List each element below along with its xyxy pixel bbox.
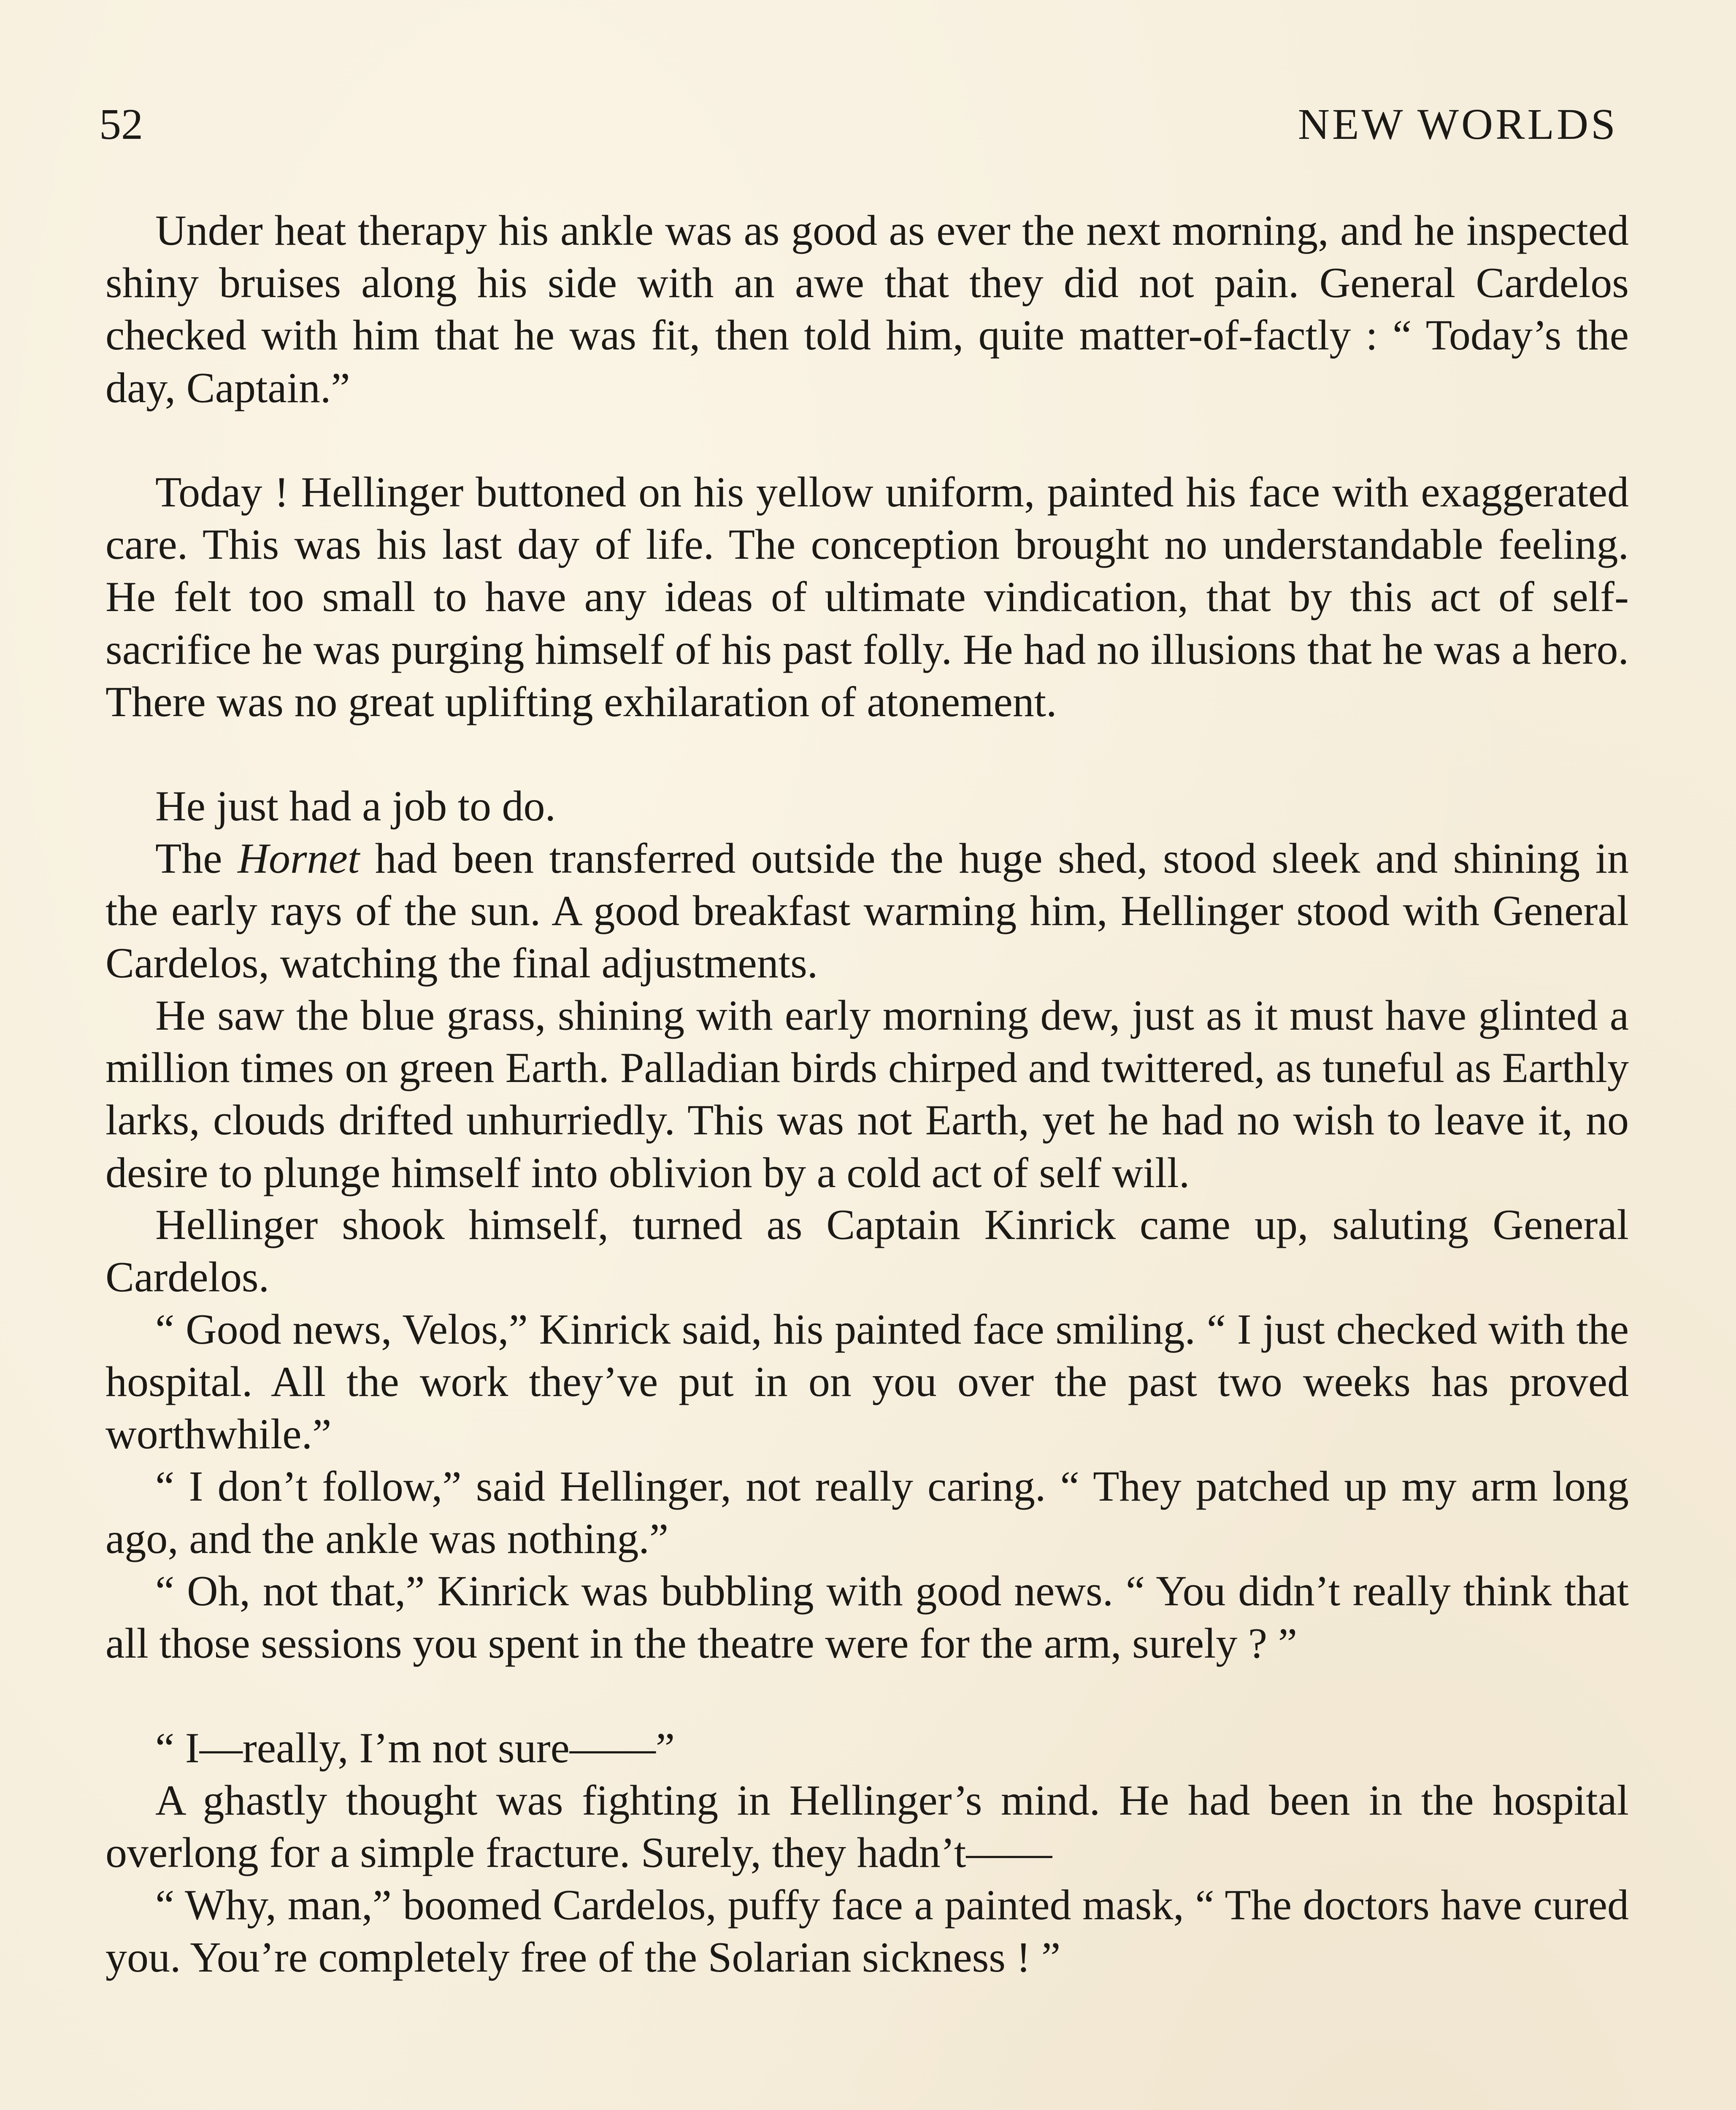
ship-name-hornet: Hornet — [238, 835, 360, 882]
paragraph-8: “ I don’t follow,” said Hellinger, not really caring. “ They patched up my arm long ago, and the ankle was nothing.” — [105, 1463, 1629, 1563]
paragraph-7: “ Good news, Velos,” Kinrick said, his painted face smiling. “ I just checked with the hospital. All the work they’ve put in on you over the past two weeks has proved worthwhile.” — [105, 1306, 1629, 1458]
paragraph-2: Today ! Hellinger buttoned on his yellow uniform, painted his face with exaggerated care. This was his last day of life. The conception brought no understandable feeling. He felt too small to have any ideas of ultimate vindication, that by this act of self-sacrifice he was purging himself of his past folly. He had no illusions that he was a hero. There was no great uplifting exhilaration of atonement. — [105, 468, 1629, 726]
paragraph-6: Hellinger shook himself, turned as Captain Kinrick came up, saluting General Cardelos. — [105, 1201, 1629, 1301]
paragraph-4 — [105, 833, 1629, 990]
paragraph-4-text: had been transferred outside the huge shed, stood sleek and shining in the early rays of the sun. A good breakfast warming him, Hellinger stood with General Cardelos, watching the final adjustments. — [105, 835, 1629, 987]
paragraph-3: He just had a job to do. — [155, 782, 556, 830]
running-head — [99, 95, 1618, 154]
paragraph-1: Under heat therapy his ankle was as good as ever the next morning, and he inspected shiny bruises along his side with an awe that they did not pain. General Cardelos checked with him that he was fit, then told him, quite matter-of-factly : “ Today’s the day, Captain.” — [105, 207, 1629, 412]
paragraph-5: He saw the blue grass, shining with early morning dew, just as it must have glinted a million times on green Earth. Palladian birds chirped and twittered, as tuneful as Earthly larks, clouds drifted unhurriedly. This was not Earth, yet he had no wish to leave it, no desire to plunge himself into oblivion by a cold act of self will. — [105, 992, 1629, 1197]
paragraph-10: “ I—really, I’m not sure——” — [155, 1724, 675, 1772]
paragraph-11: A ghastly thought was fighting in Hellinger’s mind. He had been in the hospital overlong for a simple fracture. Surely, they hadn’t—— — [105, 1777, 1629, 1877]
page-number: 52 — [99, 100, 143, 149]
hornet-prefix: The — [155, 835, 238, 882]
paragraph-12: “ Why, man,” boomed Cardelos, puffy face a painted mask, “ The doctors have cured you. You’re completely free of the Solarian sickness ! ” — [105, 1881, 1629, 1982]
running-title: NEW WORLDS — [1298, 100, 1618, 149]
paragraph-9: “ Oh, not that,” Kinrick was bubbling with good news. “ You didn’t really think that all those sessions you spent in the theatre were for the arm, surely ? ” — [105, 1567, 1629, 1668]
